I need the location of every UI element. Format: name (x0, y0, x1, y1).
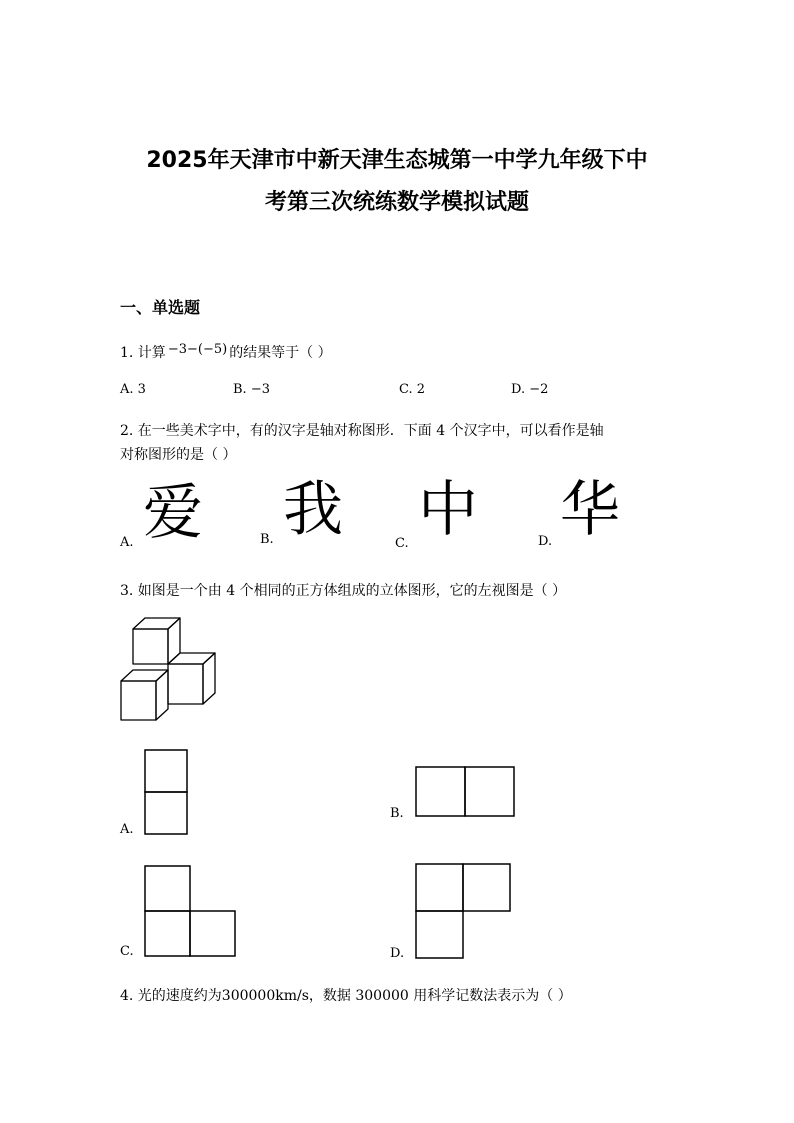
question-4: 4. 光的速度约为300000km/s，数据 300000 用科学记数法表示为（ ） (120, 988, 572, 1004)
q2-option-b-label[interactable]: B. (260, 532, 274, 547)
q1-option-d[interactable]: D. −2 (511, 382, 549, 397)
q3-option-a-figure[interactable] (144, 749, 188, 835)
question-3: 3. 如图是一个由 4 个相同的正方体组成的立体图形，它的左视图是（ ） (120, 583, 567, 599)
page-title-line-1: 2025年天津市中新天津生态城第一中学九年级下中 (146, 148, 648, 173)
q1-option-c[interactable]: C. 2 (399, 382, 426, 397)
question-1 (120, 342, 332, 362)
q2-option-b-glyph[interactable]: 我 (283, 475, 343, 545)
q3-option-b-label[interactable]: B. (390, 806, 404, 821)
q2-option-a-label[interactable]: A. (120, 535, 134, 550)
question-1-prefix: 1. 计算 (120, 345, 166, 361)
q3-option-d-figure[interactable] (415, 863, 512, 960)
q3-option-c-figure[interactable] (144, 865, 237, 958)
question-2-line-1: 2. 在一些美术字中，有的汉字是轴对称图形．下面 4 个汉字中，可以看作是轴 (120, 423, 604, 439)
q1-option-a[interactable]: A. 3 (120, 382, 146, 397)
q2-option-c-glyph[interactable]: 中 (418, 475, 478, 545)
page-title-line-2: 考第三次统练数学模拟试题 (264, 190, 529, 215)
section-heading: 一、单选题 (120, 298, 201, 317)
q2-option-d-glyph[interactable]: 华 (560, 475, 620, 545)
q3-option-c-label[interactable]: C. (120, 944, 134, 959)
q3-option-b-figure[interactable] (415, 766, 515, 818)
question-1-expression: −3−(−5) (167, 342, 228, 357)
q2-option-c-label[interactable]: C. (395, 536, 409, 551)
q3-option-a-label[interactable]: A. (120, 822, 134, 837)
question-2-line-2: 对称图形的是（ ） (120, 447, 237, 463)
cube-figure (118, 617, 218, 723)
q1-option-b[interactable]: B. −3 (233, 382, 270, 397)
q2-option-d-label[interactable]: D. (538, 534, 553, 549)
q3-option-d-label[interactable]: D. (390, 946, 405, 961)
q2-option-a-glyph[interactable]: 爱 (143, 478, 203, 548)
question-1-suffix: 的结果等于（ ） (229, 345, 332, 361)
